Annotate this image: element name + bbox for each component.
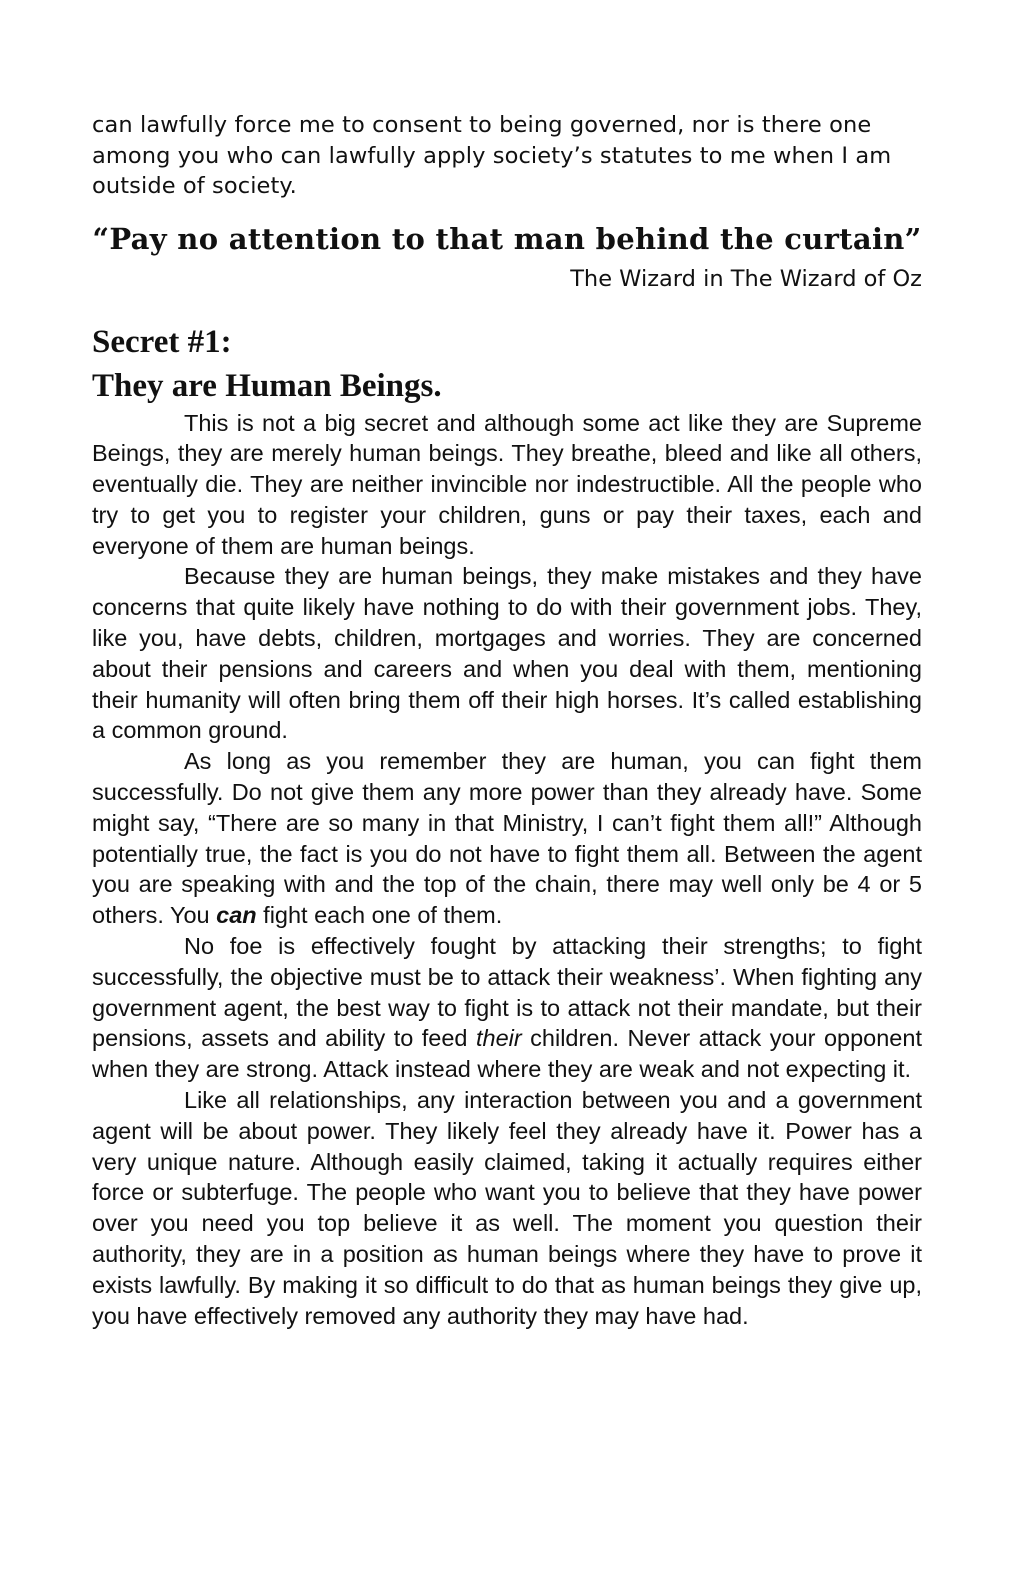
paragraph-4-text-a: No foe is effectively fought by attacking their strengths; to fight successfully, the objective must be to attack their weakness’. When fighting any government agent, the best way to fight is to attack not their mandate, but their pensions, assets and ability to feed	[92, 933, 922, 1052]
paragraph-4-text-b: children. Never attack your opponent when they are strong. Attack instead where they are weak and not expecting it.	[92, 1025, 922, 1083]
paragraph-4	[92, 931, 922, 1085]
section-body	[92, 408, 922, 1332]
paragraph-2: Because they are human beings, they make mistakes and they have concerns that quite likely have nothing to do with their government jobs. They, like you, have debts, children, mortgages and worries. They are concerned about their pensions and careers and when you deal with them, mentioning their humanity will often bring them off their high horses. It’s called establishing a common ground.	[92, 563, 922, 744]
paragraph-5: Like all relationships, any interaction between you and a government agent will be about power. They likely feel they already have it. Power has a very unique nature. Although easily claimed, taking it actually requires either force or subterfuge. The people who want you to believe that they have power over you need you top believe it as well. The moment you question their authority, they are in a position as human beings where they have to prove it exists lawfully. By making it so difficult to do that as human beings they give up, you have effectively removed any authority they may have had.	[92, 1087, 922, 1329]
paragraph-4-emphasis: their	[475, 1025, 522, 1052]
paragraph-3-text-b: fight each one of them.	[256, 902, 503, 929]
paragraph-3-text-a: As long as you remember they are human, you can fight them successfully. Do not give them any more power than they already have. Some might say, “There are so many in that Ministry, I can’t fight them all!” Although potentially true, the fact is you do not have to fight them all. Between the agent you are speaking with and the top of the chain, there may well only be 4 or 5 others. You	[92, 748, 922, 929]
paragraph-1: This is not a big secret and although some act like they are Supreme Beings, they are merely human beings. They breathe, bleed and like all others, eventually die. They are neither invincible nor indestructible. All the people who try to get you to register your children, guns or pay their taxes, each and everyone of them are human beings.	[92, 409, 922, 559]
section-heading-number: Secret #1:	[92, 323, 232, 360]
paragraph-3-emphasis: can	[216, 902, 257, 929]
book-page	[92, 110, 922, 1331]
section-heading	[92, 320, 922, 408]
epigraph-quote: “Pay no attention to that man behind the curtain”	[92, 221, 922, 256]
epigraph-attribution: The Wizard in The Wizard of Oz	[570, 265, 922, 292]
intro-paragraph: can lawfully force me to consent to being governed, nor is there one among you who can lawfully apply society’s statutes to me when I am outside of society.	[92, 112, 892, 199]
paragraph-3	[92, 746, 922, 931]
section-heading-title: They are Human Beings.	[92, 367, 442, 404]
